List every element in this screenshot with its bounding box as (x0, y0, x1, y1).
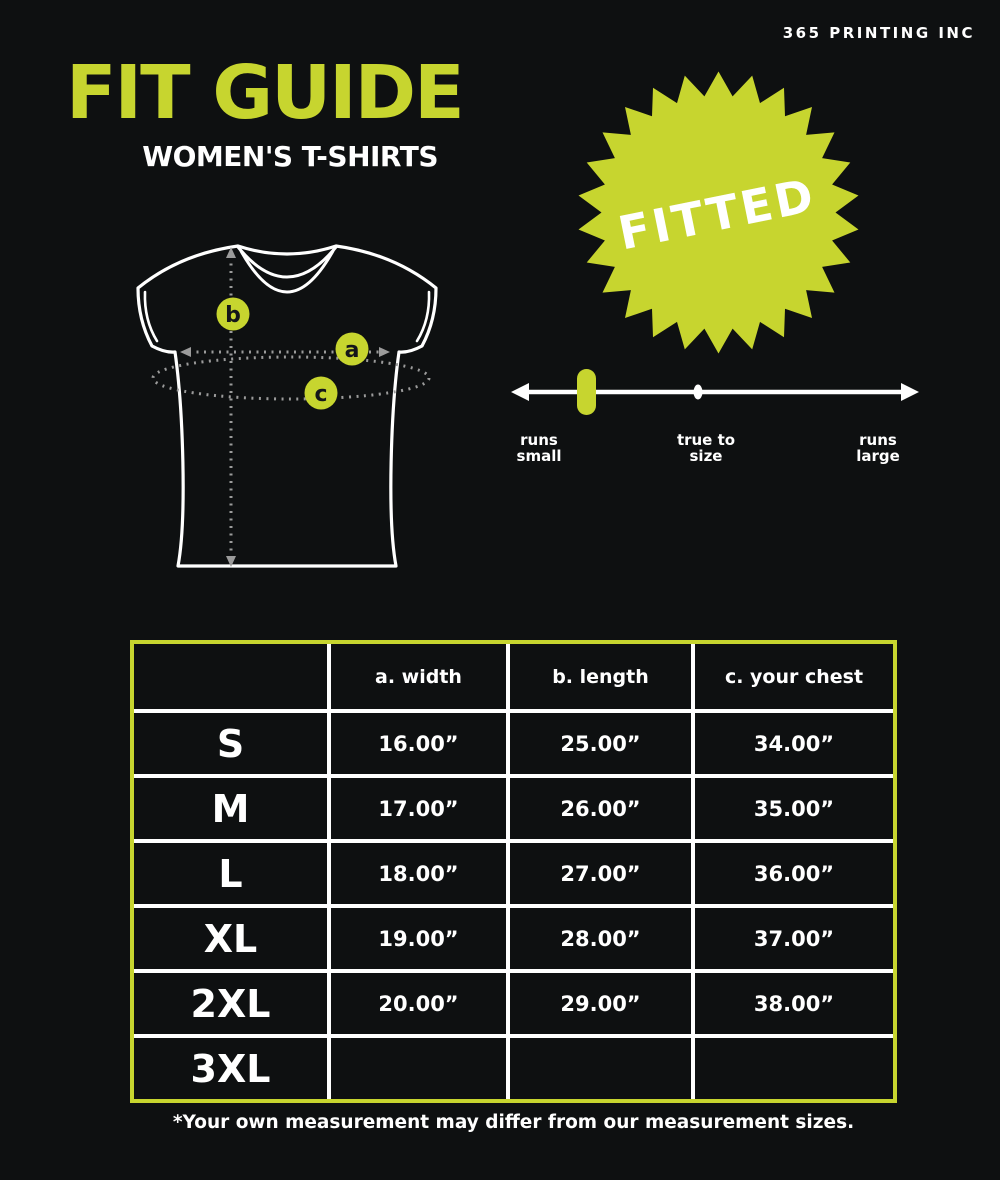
size-cell: XL (134, 908, 327, 969)
size-table (130, 640, 897, 1103)
page-subtitle: WOMEN'S T-SHIRTS (142, 140, 438, 173)
tshirt-outline (138, 246, 436, 566)
scale-arrow-left (511, 383, 529, 401)
scale-label-line: runs (859, 431, 897, 449)
width-cell: 20.00” (331, 973, 506, 1034)
length-cell: 27.00” (510, 843, 691, 904)
scale-label-runs-large (823, 432, 933, 464)
length-cell: 29.00” (510, 973, 691, 1034)
width-cell (331, 1038, 506, 1099)
width-cell: 18.00” (331, 843, 506, 904)
scale-label-line: size (689, 447, 723, 465)
brand-text: 365 PRINTING INC (782, 24, 975, 42)
width-arrow-left (180, 347, 191, 357)
chest-cell: 38.00” (695, 973, 893, 1034)
chest-cell (695, 1038, 893, 1099)
scale-label-line: true to (676, 431, 736, 449)
size-cell: L (134, 843, 327, 904)
collar-bottom-line (241, 251, 333, 292)
page-title: FIT GUIDE (66, 50, 463, 136)
scale-label-line: small (516, 447, 562, 465)
length-cell: 26.00” (510, 778, 691, 839)
marker-a-label: a (344, 338, 360, 363)
chest-cell: 34.00” (695, 713, 893, 774)
chest-cell: 36.00” (695, 843, 893, 904)
scale-label-line: large (856, 447, 900, 465)
marker-c-label: c (314, 382, 328, 407)
marker-b-label: b (225, 303, 241, 328)
scale-label-line: runs (520, 431, 558, 449)
width-cell: 17.00” (331, 778, 506, 839)
header-cell-length: b. length (510, 644, 691, 709)
tshirt-diagram (118, 228, 458, 588)
scale-center-dot (694, 385, 703, 400)
scale-label-runs-small (484, 432, 594, 464)
size-cell: M (134, 778, 327, 839)
length-cell (510, 1038, 691, 1099)
size-cell: 2XL (134, 973, 327, 1034)
size-cell: 3XL (134, 1038, 327, 1099)
length-cell: 25.00” (510, 713, 691, 774)
header-cell-chest: c. your chest (695, 644, 893, 709)
scale-arrow-right (901, 383, 919, 401)
chest-cell: 35.00” (695, 778, 893, 839)
length-cell: 28.00” (510, 908, 691, 969)
footnote-text: *Your own measurement may differ from our measurement sizes. (172, 1112, 855, 1133)
size-cell: S (134, 713, 327, 774)
chest-measure-ellipse (153, 357, 429, 399)
width-cell: 19.00” (331, 908, 506, 969)
scale-label-true-to-size (651, 432, 761, 464)
width-arrow-right (379, 347, 390, 357)
fit-scale (505, 358, 925, 428)
header-cell-width: a. width (331, 644, 506, 709)
fitted-badge (576, 70, 861, 355)
width-cell: 16.00” (331, 713, 506, 774)
badge-label: FITTED (613, 167, 821, 261)
chest-cell: 37.00” (695, 908, 893, 969)
corner-cell (134, 644, 327, 709)
scale-marker (577, 369, 596, 415)
